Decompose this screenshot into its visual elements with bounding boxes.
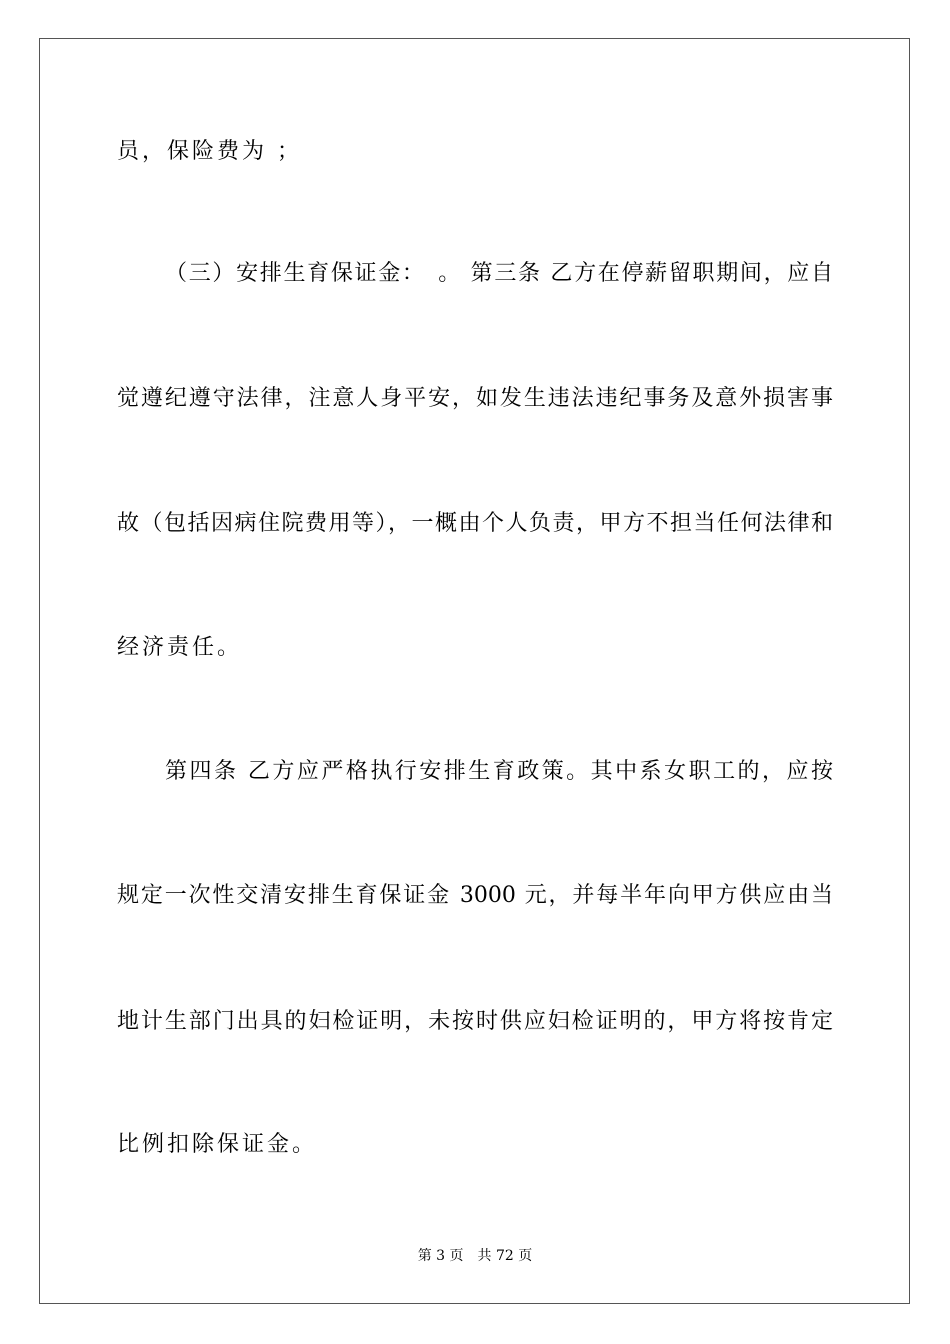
text-line-9: 比例扣除保证金。 xyxy=(117,1132,318,1157)
page-number: 第 3 页 xyxy=(417,1248,464,1264)
text-line-6: 第四条 乙方应严格执行安排生育政策。其中系女职工的，应按 xyxy=(165,759,833,784)
text-line-3: 觉遵纪遵守法律，注意人身平安，如发生违法违纪事务及意外损害事 xyxy=(117,386,833,411)
text-line-1: 员，保险费为 ； xyxy=(117,139,302,164)
text-line-2: （三）安排生育保证金： 。 第三条 乙方在停薪留职期间，应自 xyxy=(165,261,833,286)
page-total: 共 72 页 xyxy=(477,1248,533,1264)
text-line-8: 地计生部门出具的妇检证明，未按时供应妇检证明的，甲方将按肯定 xyxy=(117,1009,833,1034)
page-footer xyxy=(0,1247,950,1265)
text-line-5: 经济责任。 xyxy=(117,635,243,660)
page-border xyxy=(39,38,910,1304)
text-line-7: 规定一次性交清安排生育保证金 3000 元，并每半年向甲方供应由当 xyxy=(117,883,833,908)
text-line-4: 故（包括因病住院费用等），一概由个人负责，甲方不担当任何法律和 xyxy=(117,511,833,536)
